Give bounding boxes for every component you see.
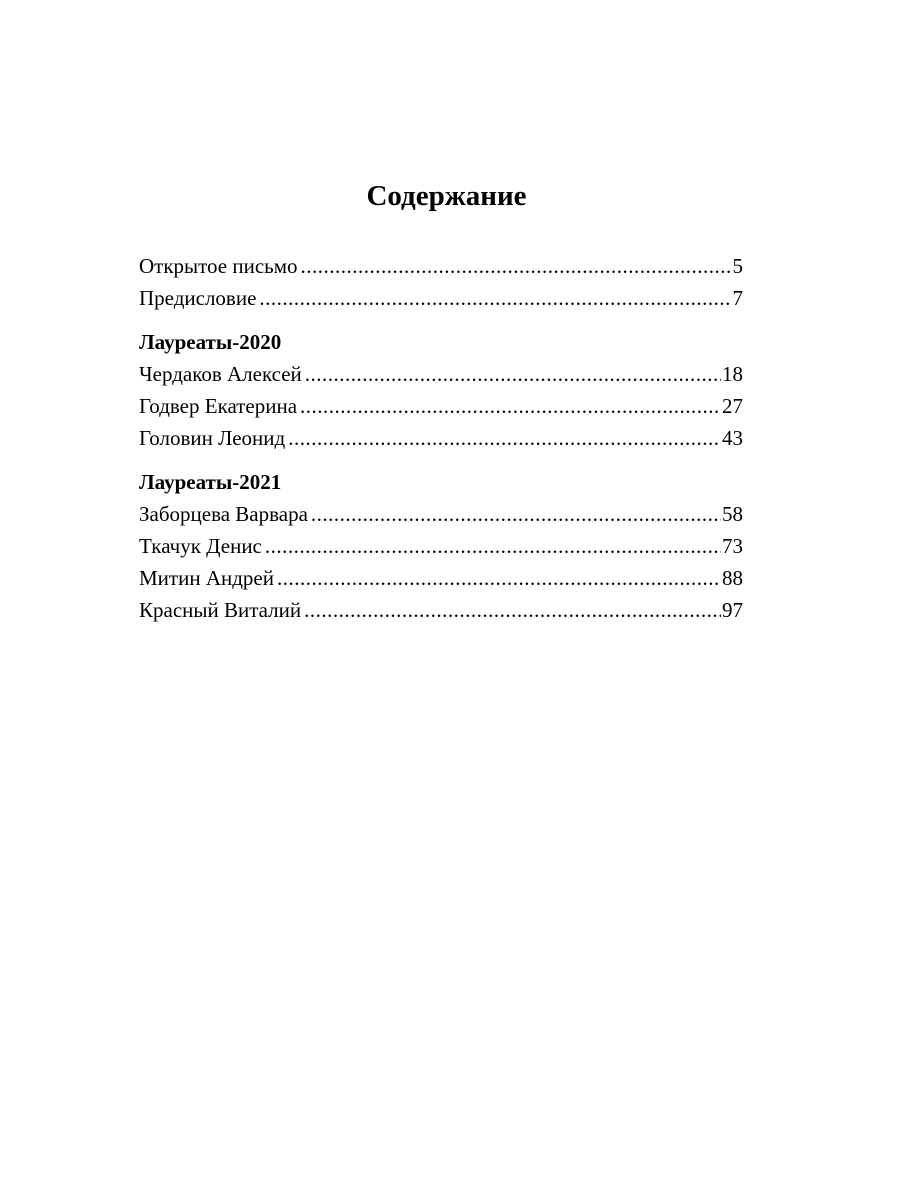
- toc-entry-label: Заборцева Варвара: [139, 502, 308, 526]
- section-heading: Лауреаты-2020: [139, 330, 282, 354]
- toc-entry-page: 18: [722, 362, 743, 386]
- toc-entry-label: Головин Леонид: [139, 426, 286, 450]
- toc-entry-page: 88: [722, 566, 743, 590]
- toc-entry-label: Открытое письмо: [139, 254, 298, 278]
- dot-leader: [259, 282, 731, 314]
- toc-entry[interactable]: [139, 422, 743, 454]
- toc-entry-label: Чердаков Алексей: [139, 362, 302, 386]
- toc-entry[interactable]: [139, 358, 743, 390]
- toc-entry-page: 7: [732, 286, 743, 310]
- toc-entry-page: 58: [722, 502, 743, 526]
- toc-entry-page: 43: [722, 426, 743, 450]
- toc-entry-preface[interactable]: [139, 282, 743, 314]
- toc-entry-label: Предисловие: [139, 286, 257, 310]
- toc-section-2021: [139, 466, 743, 626]
- toc-entry-page: 73: [722, 534, 743, 558]
- page-title: Содержание: [366, 180, 527, 212]
- dot-leader: [305, 358, 721, 390]
- dot-leader: [311, 498, 721, 530]
- toc-entry-label: Ткачук Денис: [139, 534, 262, 558]
- toc-entry-page: 97: [722, 598, 743, 622]
- toc-entry[interactable]: [139, 390, 743, 422]
- toc-entry-label: Красный Виталий: [139, 598, 302, 622]
- toc-entry-label: Митин Андрей: [139, 566, 274, 590]
- dot-leader: [265, 530, 721, 562]
- toc-entry-page: 27: [722, 394, 743, 418]
- dot-leader: [301, 250, 732, 282]
- toc-entry[interactable]: [139, 530, 743, 562]
- toc-entry[interactable]: [139, 498, 743, 530]
- dot-leader: [300, 390, 721, 422]
- dot-leader: [288, 422, 721, 454]
- toc-entry[interactable]: [139, 562, 743, 594]
- dot-leader: [277, 562, 721, 594]
- toc-entry[interactable]: [139, 594, 743, 626]
- toc-entry-label: Годвер Екатерина: [139, 394, 298, 418]
- toc-intro-group: [139, 250, 743, 314]
- section-heading: Лауреаты-2021: [139, 470, 282, 494]
- toc-section-2020: [139, 326, 743, 454]
- toc-entry-open-letter[interactable]: [139, 250, 743, 282]
- toc-entry-page: 5: [732, 254, 743, 278]
- dot-leader: [304, 594, 721, 626]
- table-of-contents: [139, 250, 743, 626]
